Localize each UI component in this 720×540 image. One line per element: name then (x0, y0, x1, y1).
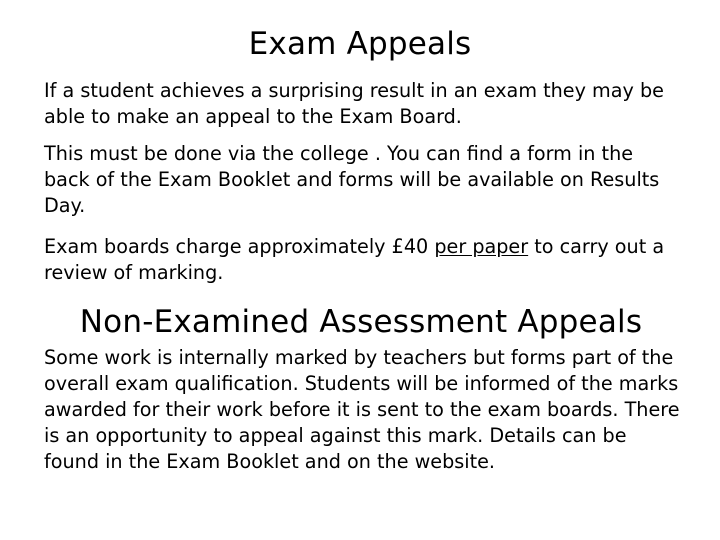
appeal-eligibility-paragraph: If a student achieves a surprising result in an exam they may be able to make an appeal to the Exam Board. (44, 79, 664, 128)
page-title: Exam Appeals (248, 26, 472, 62)
fee-text-before: Exam boards charge approximately £40 (44, 235, 435, 258)
appeal-fee-paragraph (44, 234, 684, 286)
section-title: Non-Examined Assessment Appeals (79, 304, 643, 340)
fee-underlined-text: per paper (434, 235, 529, 258)
nea-appeal-paragraph: Some work is internally marked by teachers but forms part of the overall exam qualification. Students will be informed of the marks awarded for their work before it is sent to the exam boards. There is an opportunity to appeal against this mark. Details can be found in the Exam Booklet and on the website. (44, 346, 680, 473)
fee-text-after: to carry out a review of marking. (44, 235, 665, 284)
appeal-process-paragraph: This must be done via the college . You can find a form in the back of the Exam Booklet and forms will be available on Results Day. (44, 142, 660, 217)
